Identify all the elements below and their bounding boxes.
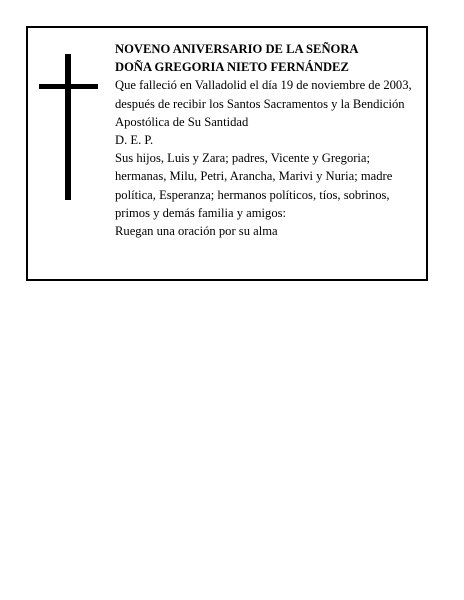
notice-title-line-1: NOVENO ANIVERSARIO DE LA SEÑORA [115, 42, 359, 56]
notice-title-line-2: DOÑA GREGORIA NIETO FERNÁNDEZ [115, 60, 349, 75]
cross-vertical-bar [65, 54, 71, 200]
prayer-request: Ruegan una oración por su alma [115, 224, 278, 239]
latin-cross-icon [39, 54, 99, 200]
notice-text [115, 40, 420, 240]
passing-paragraph: Que falleció en Valladolid el día 19 de noviembre de 2003, después de recibir los Santos Sacramentos y la Bendición Apostólica de Su Santidad [115, 78, 412, 129]
dep-abbreviation: D. E. P. [115, 133, 154, 148]
obituary-notice [26, 26, 428, 281]
family-paragraph: Sus hijos, Luis y Zara; padres, Vicente y Gregoria; hermanas, Milu, Petri, Arancha, Marivi y Nuria; madre política, Esperanza; hermanos políticos, tíos, sobrinos, primos y demás familia y amigos: [115, 151, 393, 220]
cross-horizontal-bar [39, 84, 98, 89]
